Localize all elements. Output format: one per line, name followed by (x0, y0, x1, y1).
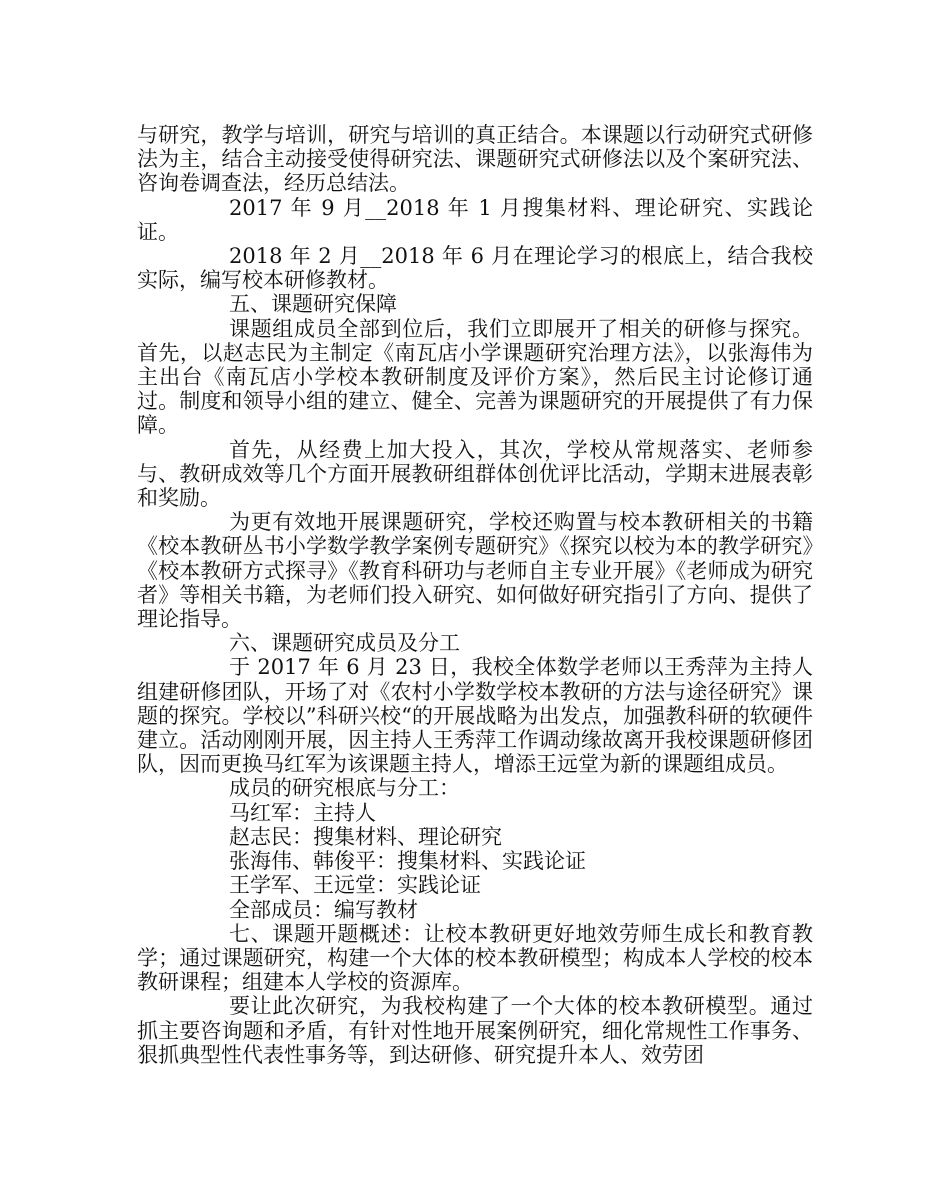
paragraph-1: 与研究，教学与培训，研究与培训的真正结合。本课题以行动研究式研修法为主，结合主动接受使得研究法、课题研究式研修法以及个案研究法、咨询卷调查法，经历总结法。 (137, 123, 813, 196)
member-item-2: 赵志民：搜集材料、理论研究 (229, 824, 502, 849)
section-heading-6: 六、课题研究成员及分工 (229, 631, 460, 656)
member-item-1: 马红军：主持人 (229, 800, 376, 825)
paragraph-members-intro: 于 2017 年 6 月 23 日，我校全体数学老师以王秀萍为主持人组建研修团队，开场了对《农村小学数学校本教研的方法与途径研究》课题的探究。学校以”科研兴校“的开展战略为出发点，加强教科研的软硬件建立。活动刚刚开展，因主持人王秀萍工作调动缘故离开我校课题研修团队，因而更换马红军为该课题主持人，增添王远堂为新的课题组成员。 (137, 655, 813, 777)
paragraph-overview: 要让此次研究，为我校构建了一个大体的校本教研模型。通过抓主要咨询题和矛盾，有针对性地开展案例研究，细化常规性工作事务、狠抓典型性代表性事务等，到达研修、研究提升本人、效劳团 (137, 994, 813, 1067)
paragraph-guarantee-3: 为更有效地开展课题研究，学校还购置与校本教研相关的书籍《校本教研丛书小学数学教学案例专题研究》《探究以校为本的教学研究》《校本教研方式探寻》《教育科研功与老师自主专业开展》《老师成为研究者》等相关书籍，为老师们投入研究、如何做好研究指引了方向、提供了理论指导。 (137, 510, 813, 632)
paragraph-schedule-2: 2018 年 2 月__2018 年 6 月在理论学习的根底上，结合我校实际，编写校本研修教材。 (137, 244, 813, 293)
member-item-3: 张海伟、韩俊平：搜集材料、实践论证 (229, 849, 586, 874)
section-heading-5: 五、课题研究保障 (229, 292, 397, 317)
paragraph-guarantee-1: 课题组成员全部到位后，我们立即展开了相关的研修与探究。首先，以赵志民为主制定《南瓦店小学课题研究治理方法》，以张海伟为主出台《南瓦店小学校本教研制度及评价方案》，然后民主讨论修订通过。制度和领导小组的建立、健全、完善为课题研究的开展提供了有力保障。 (137, 316, 813, 438)
member-item-4: 王学军、王远堂：实践论证 (229, 873, 481, 898)
members-list-heading: 成员的研究根底与分工： (229, 776, 460, 801)
member-item-5: 全部成员：编写教材 (229, 897, 418, 922)
section-heading-7: 七、课题开题概述：让校本教研更好地效劳师生成长和教育教学；通过课题研究，构建一个大体的校本教研模型；构成本人学校的校本教研课程；组建本人学校的资源库。 (137, 921, 813, 995)
paragraph-guarantee-2: 首先，从经费上加大投入，其次，学校从常规落实、老师参与、教研成效等几个方面开展教研组群体创优评比活动，学期末进展表彰和奖励。 (137, 437, 813, 511)
document-page (137, 123, 813, 1067)
paragraph-schedule-1: 2017 年 9 月__2018 年 1 月搜集材料、理论研究、实践论证。 (137, 195, 813, 244)
